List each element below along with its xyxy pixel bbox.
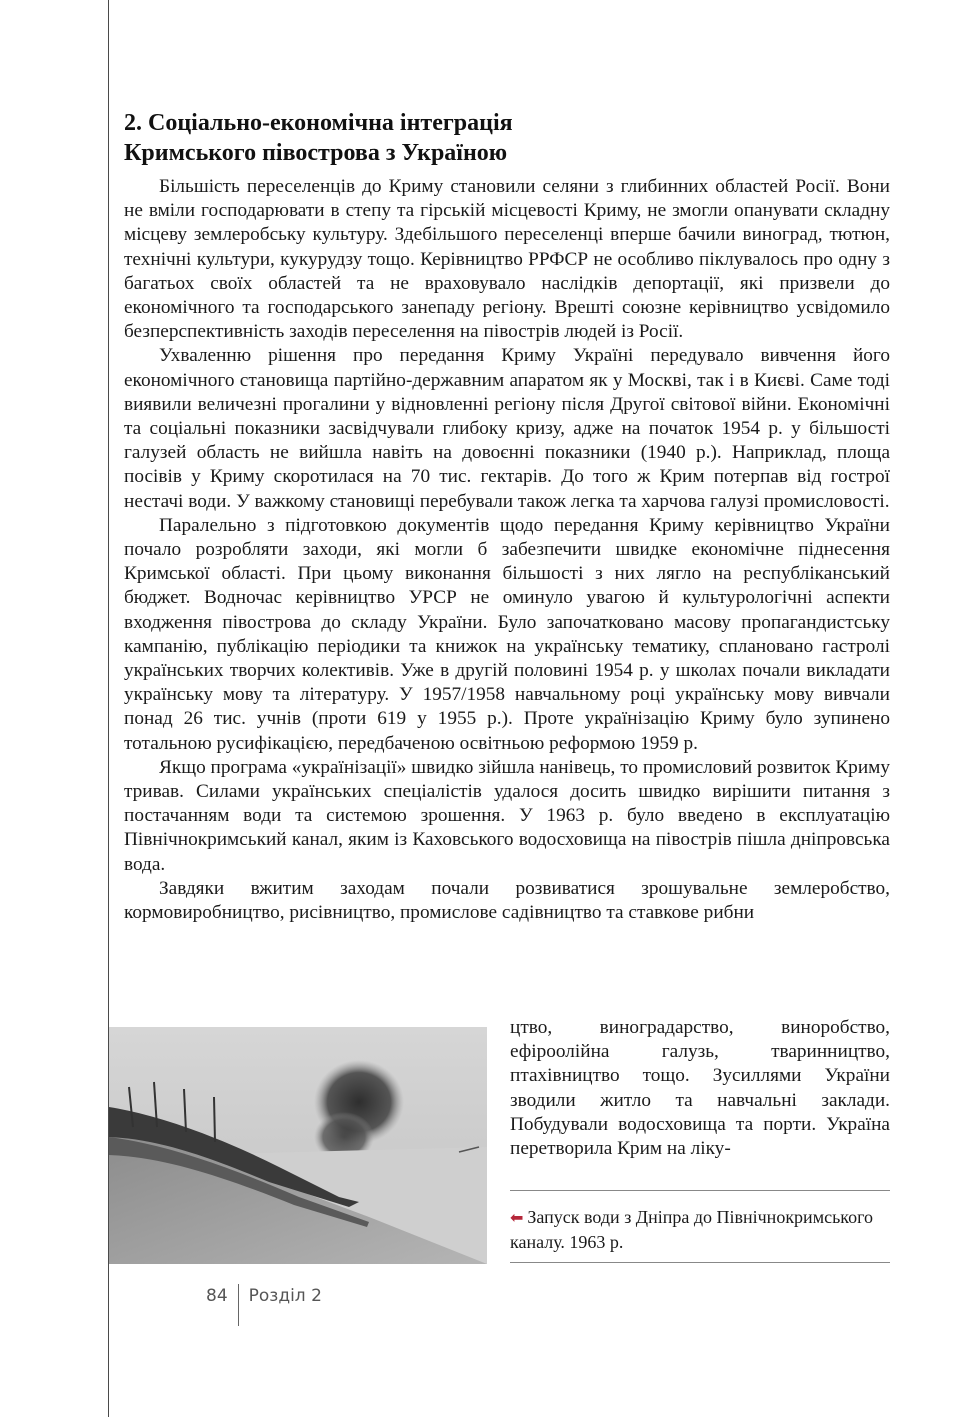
body-text bbox=[124, 175, 890, 925]
photo-caption bbox=[510, 1205, 890, 1254]
paragraph: Якщо програма «українізації» швидко зійшла нанівець, то промисловий розвиток Криму тривав. Силами українських спеціалістів удалося досить швидко вирішити питання з постачанням води та системою зрошення. У 1963 р. було введено в експлуатацію Північнокримський канал, яким із Каховського водосховища на півострів пішла дніпровська вода. bbox=[124, 756, 890, 875]
wrapped-text bbox=[510, 1016, 890, 1161]
footer-divider bbox=[238, 1284, 239, 1326]
section-heading bbox=[124, 108, 890, 168]
caption-divider-top bbox=[510, 1190, 890, 1191]
page-footer bbox=[206, 1284, 322, 1326]
page-number: 84 bbox=[206, 1286, 228, 1306]
paragraph: Ухваленню рішення про передання Криму Україні передувало вивчення його економічного становища партійно-державним апаратом як у Москві, так і в Києві. Саме тоді виявили величезні прогалини у відновленні регіону після Другої світової війни. Економічні та соціальні показники засвідчували глибоку кризу, адже на початок 1954 р. у більшості галузей область не вийшла навіть на довоєнні показники (1940 р.). Наприклад, площа посівів у Криму скоротилася на 70 тис. гектарів. До того ж Крим потерпав від гострої нестачі води. У важкому становищі перебували також легка та харчова галузі промисловості. bbox=[124, 345, 890, 512]
left-arrow-icon: ⬅ bbox=[510, 1208, 524, 1227]
paragraph: Більшість переселенців до Криму становили селяни з глибинних областей Росії. Вони не вміли господарювати в степу та гірській місцевості Криму, не змогли опанувати складну місцеву землеробську культуру. Здебільшого переселенці вперше бачили виноград, тютюн, технічні культури, кукурудзу тощо. Керівництво РРФСР не особливо піклувалось про одну з багатьох своїх областей та не враховувало наслідків депортації, які призвели до економічного та господарського занепаду регіону. Врешті союзне керівництво усвідомило безперспективність заходів переселення на півострів людей із Росії. bbox=[124, 176, 890, 343]
heading-line-2: Кримського півострова з Україною bbox=[124, 140, 508, 166]
caption-divider-bottom bbox=[510, 1262, 890, 1263]
historical-photo bbox=[109, 1027, 487, 1264]
paragraph-continued: цтво, виноградарство, виноробство, ефіроолійна галузь, тваринництво, птахівництво тощо. Зусиллями України зводили житло та навчальні заклади. Побудували водосховища та порти. Україна перетворила Крим на ліку- bbox=[510, 1017, 890, 1160]
paragraph: Паралельно з підготовкою документів щодо передання Криму керівництво України почало розробляти заходи, які могли б забезпечити швидке економічне піднесення Кримської області. При цьому виконання більшості з них лягло на республіканський бюджет. Водночас керівництво УРСР не оминуло увагою й культурологічні аспекти входження півострова до складу України. Було започатковано масову пропагандистську кампанію, публікацію періодики та книжок на українську тематику, сплановано гастролі українських творчих колективів. Уже в другій половині 1954 р. у школах почали викладати українську мову та літературу. У 1957/1958 навчальному році українську мову вивчали понад 26 тис. учнів (проти 619 у 1955 р.). Проте українізацію Криму було зупинено тотальною русифікацією, передбаченою освітньою реформою 1959 р. bbox=[124, 514, 890, 754]
caption-text: Запуск води з Дніпра до Північнокримського каналу. 1963 р. bbox=[510, 1207, 874, 1252]
paragraph: Завдяки вжитим заходам почали розвиватися зрошувальне землеробство, кормовиробництво, рисівництво, промислове садівництво та ставкове рибни bbox=[124, 877, 890, 924]
heading-line-1: 2. Соціально-економічна інтеграція bbox=[124, 110, 513, 136]
section-label: Розділ 2 bbox=[248, 1286, 322, 1306]
